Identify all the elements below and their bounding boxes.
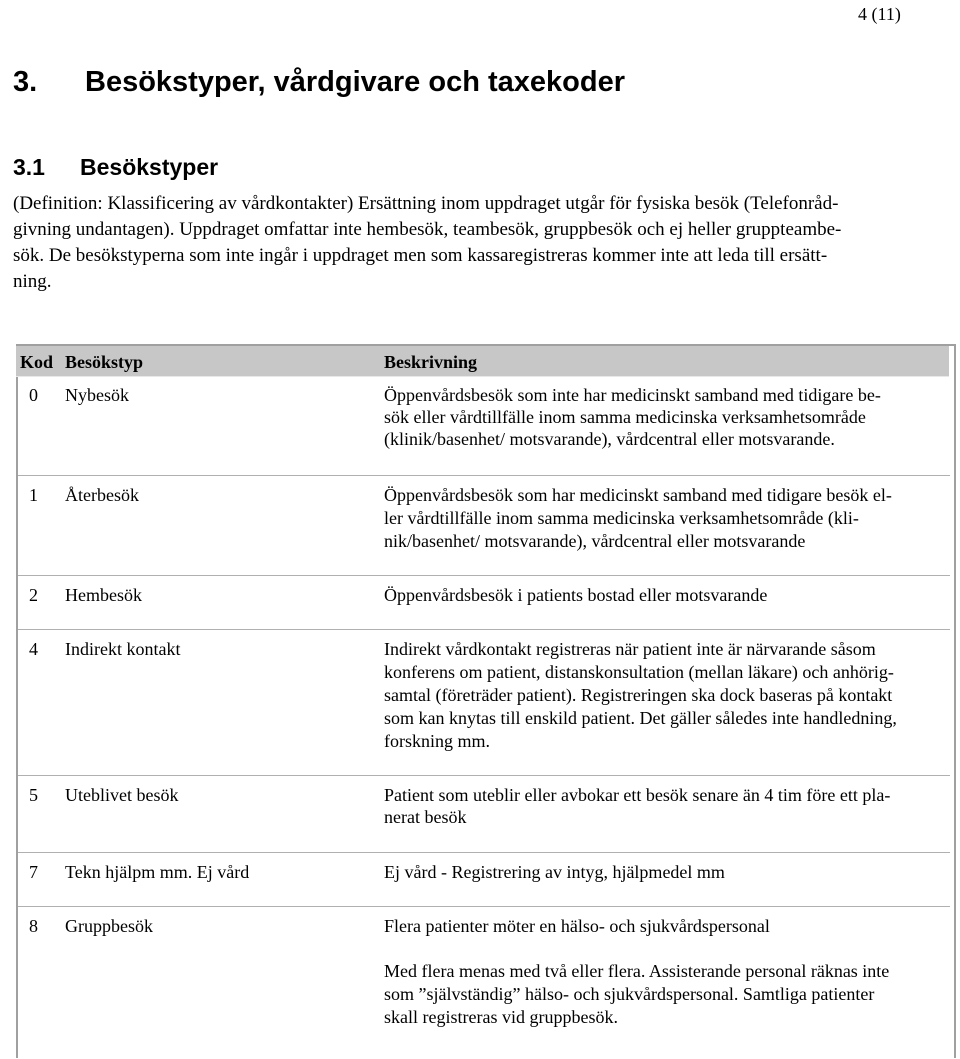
- row-separator: [18, 475, 950, 476]
- row-description-line: nerat besök: [384, 807, 467, 827]
- row-description-line: samtal (företräder patient). Registreringen ska dock baseras på kontakt: [384, 685, 893, 705]
- page-number: 4 (11): [858, 4, 901, 24]
- section-heading: [13, 66, 625, 99]
- header-code: Kod: [20, 352, 54, 372]
- row-description-line: Indirekt vårdkontakt registreras när patient inte är närvarande såsom: [384, 639, 876, 659]
- row-description-line: konferens om patient, distanskonsultation (mellan läkare) och anhörig-: [384, 662, 894, 682]
- row-type: Hembesök: [65, 585, 142, 605]
- intro-line: givning undantagen). Uppdraget omfattar inte hembesök, teambesök, gruppbesök och ej heller gruppteambe-: [13, 219, 842, 240]
- row-description-line: nik/basenhet/ motsvarande), vårdcentral eller motsvarande: [384, 531, 806, 551]
- row-separator: [18, 575, 950, 576]
- subsection-title: Besökstyper: [80, 154, 219, 180]
- row-description-line: som kan knytas till enskild patient. Det gäller således inte handledning,: [384, 708, 897, 728]
- row-code: 7: [29, 862, 38, 882]
- row-description-line: Öppenvårdsbesök i patients bostad eller motsvarande: [384, 585, 768, 605]
- row-type: Indirekt kontakt: [65, 639, 181, 659]
- row-description-line: Öppenvårdsbesök som inte har medicinskt samband med tidigare be-: [384, 385, 881, 405]
- row-description-line: Patient som uteblir eller avbokar ett besök senare än 4 tim före ett pla-: [384, 785, 891, 805]
- section-title: Besökstyper, vårdgivare och taxekoder: [85, 66, 625, 98]
- row-code: 5: [29, 785, 38, 805]
- row-description-line: Med flera menas med två eller flera. Assisterande personal räknas inte: [384, 961, 890, 981]
- row-code: 1: [29, 485, 38, 505]
- header-type: Besökstyp: [65, 352, 144, 372]
- row-type: Gruppbesök: [65, 916, 153, 936]
- row-description-line: Öppenvårdsbesök som har medicinskt samband med tidigare besök el-: [384, 485, 892, 505]
- subsection-heading: [13, 154, 218, 181]
- row-separator: [18, 629, 950, 630]
- intro-line: sök. De besökstyperna som inte ingår i uppdraget men som kassaregistreras kommer inte att leda till ersätt-: [13, 245, 828, 266]
- row-type: Tekn hjälpm mm. Ej vård: [65, 862, 250, 882]
- row-description-line: Ej vård - Registrering av intyg, hjälpmedel mm: [384, 862, 725, 882]
- row-separator: [18, 775, 950, 776]
- section-number: 3.: [13, 66, 38, 98]
- row-separator: [18, 906, 950, 907]
- row-description-line: (klinik/basenhet/ motsvarande), vårdcentral eller motsvarande.: [384, 429, 835, 449]
- intro-line: (Definition: Klassificering av vårdkontakter) Ersättning inom uppdraget utgår för fysiska besök (Telefonråd-: [13, 193, 839, 214]
- header-description: Beskrivning: [384, 352, 478, 372]
- row-description-line: ler vårdtillfälle inom samma medicinska verksamhetsområde (kli-: [384, 508, 859, 528]
- row-separator: [18, 852, 950, 853]
- intro-line: ning.: [13, 271, 52, 292]
- row-description-line: Flera patienter möter en hälso- och sjukvårdspersonal: [384, 916, 770, 936]
- row-code: 2: [29, 585, 38, 605]
- row-description-line: sök eller vårdtillfälle inom samma medicinska verksamhetsområde: [384, 407, 866, 427]
- row-description-line: som ”självständig” hälso- och sjukvårdspersonal. Samtliga patienter: [384, 984, 875, 1004]
- row-type: Nybesök: [65, 385, 129, 405]
- row-type: Återbesök: [65, 485, 139, 505]
- row-description-line: skall registreras vid gruppbesök.: [384, 1007, 618, 1027]
- row-code: 8: [29, 916, 38, 936]
- row-code: 4: [29, 639, 38, 659]
- row-type: Uteblivet besök: [65, 785, 179, 805]
- table-header-row: [16, 346, 949, 377]
- row-description-line: forskning mm.: [384, 731, 490, 751]
- row-code: 0: [29, 385, 38, 405]
- subsection-number: 3.1: [13, 154, 45, 180]
